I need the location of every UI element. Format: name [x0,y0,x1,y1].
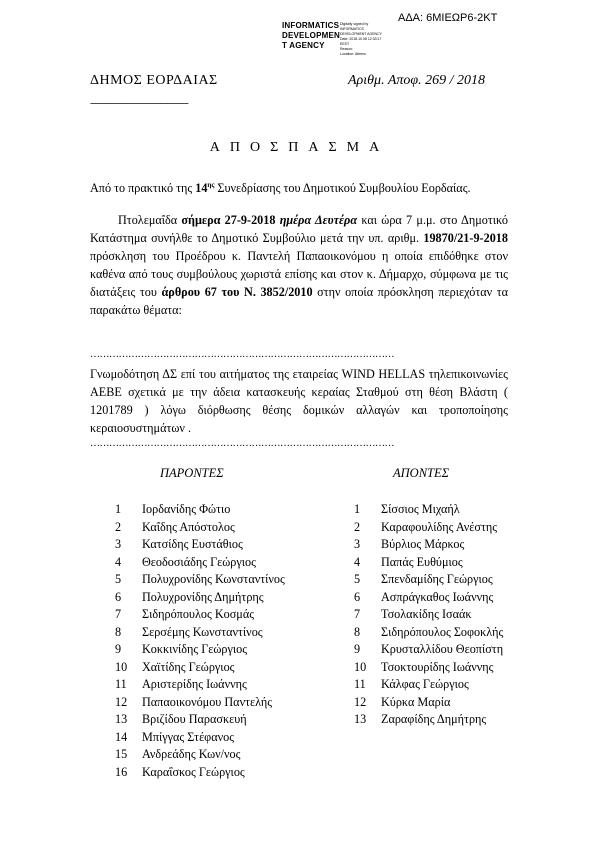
decision-number: Αριθμ. Αποφ. 269 / 2018 [348,73,486,88]
document-title: ΑΠΟΣΠΑΣΜΑ [209,140,390,155]
list-item: 9 Κοκκινίδης Γεώργιος [115,642,248,656]
list-item: 11 Κάλφας Γεώργιος [354,677,469,691]
list-item: 10 Τσοκτουρίδης Ιωάννης [354,659,494,674]
present-heading: ΠΑΡΟΝΤΕΣ [160,466,224,480]
ada-code: ΑΔΑ: 6ΜΙΕΩΡ6-2ΚΤ [398,12,498,24]
list-item: 2 Καραφουλίδης Ανέστης [354,519,498,534]
absent-list [354,501,503,729]
municipality-underline: ------------------------------------------ [90,98,188,109]
agenda-topic: Γνωμοδότηση ΔΣ επί του αιτήματος της εταιρείας WIND HELLAS τηλεπικοινωνίες ΑΕΒΕ σχετικά με την άδεια κατασκευής κεραίας Σταθμού στη θέση Βλάστη ( 1201789 ) λόγω διόρθωσης θέσης δομικών αλλαγών και τροποποίησης κεραιοσυστημάτων . [90,367,508,435]
list-item: 10 Χαϊτίδης Γεώργιος [115,659,235,674]
list-item: 2 Καΐδης Απόστολος [115,519,235,534]
list-item: 16 Καραΐσκος Γεώργιος [115,764,245,779]
intro-paragraph-1: Από το πρακτικό της $14^{\eta\varsigma}$ Συνεδρίασης του Δημοτικού Συμβουλίου Εορδαίας. [90,181,471,196]
present-list [115,501,285,781]
municipality-name: ΔΗΜΟΣ ΕΟΡΔΑΙΑΣ [90,73,218,88]
list-item: 13 Ζαραφίδης Δημήτρης [354,712,487,726]
list-item: 11 Αριστερίδης Ιωάννης [115,677,247,691]
logo-text: INFORMATICS DEVELOPMEN T AGENCY [282,21,341,50]
list-item: 5 Πολυχρονίδης Κωνσταντίνος [115,572,285,586]
list-item: 1 Ιορδανίδης Φώτιο [115,502,231,516]
intro-paragraph-2: Πτολεμαΐδα σήμερα 27-9-2018 ημέρα Δευτέρα και ώρα 7 μ.μ. στο Δημοτικό Κατάστημα συνήλθε το Δημοτικό Συμβούλιο μετά την υπ. αριθμ. 19870/21-9-2018 πρόσκληση του Προέδρου κ. Παντελή Παπαοικονόμου η οποία επιδόθηκε στον καθένα από τους συμβούλους χωριστά επίσης και στον κ. Δήμαρχο, σύμφωνα με τις διατάξεις του άρθρου 67 του Ν. 3852/2010 στην οποία πρόσκληση περιεχόταν τα παρακάτω θέματα: [90,213,508,317]
digital-signature-logo [282,21,382,56]
list-item: 15 Ανδρεάδης Κων/νος [115,747,241,761]
list-item: 12 Παπαοικονόμου Παντελής [115,694,273,709]
list-item: 14 Μπίγγας Στέφανος [115,729,235,744]
separator-dots-top: …………………………………………………………………………………… [90,349,394,360]
separator-dots-bottom: …………………………………………………………………………………… [90,438,394,449]
list-item: 5 Σπενδαμίδης Γεώργιος [354,572,493,586]
list-item: 4 Παπάς Ευθύμιος [354,554,463,569]
list-item: 3 Κατσίδης Ευστάθιος [115,537,243,551]
list-item: 4 Θεοδοσιάδης Γεώργιος [115,554,256,569]
list-item: 12 Κύρκα Μαρία [354,694,451,709]
signature-details: Digitally signed by INFORMATICS DEVELOPMENT AGENCY Date: 2018.10.08 12:33:17 EEST Reason: Location: Athens [340,22,382,56]
list-item: 3 Βύρλιος Μάρκος [354,537,465,551]
list-item: 6 Ασπράγκαθος Ιωάννης [354,589,494,604]
list-item: 8 Σερσέμης Κωνσταντίνος [115,624,263,639]
list-item: 7 Τσολακίδης Ισαάκ [354,607,472,621]
list-item: 7 Σιδηρόπουλος Κοσμάς [115,607,255,621]
list-item: 8 Σιδηρόπουλος Σοφοκλής [354,624,504,639]
list-item: 9 Κρυσταλλίδου Θεοπίστη [354,642,504,656]
list-item: 1 Σίσσιος Μιχαήλ [354,502,460,516]
list-item: 6 Πολυχρονίδης Δημήτρης [115,589,264,604]
absent-heading: ΑΠΟΝΤΕΣ [393,466,450,480]
list-item: 13 Βριζίδου Παρασκευή [115,712,247,726]
